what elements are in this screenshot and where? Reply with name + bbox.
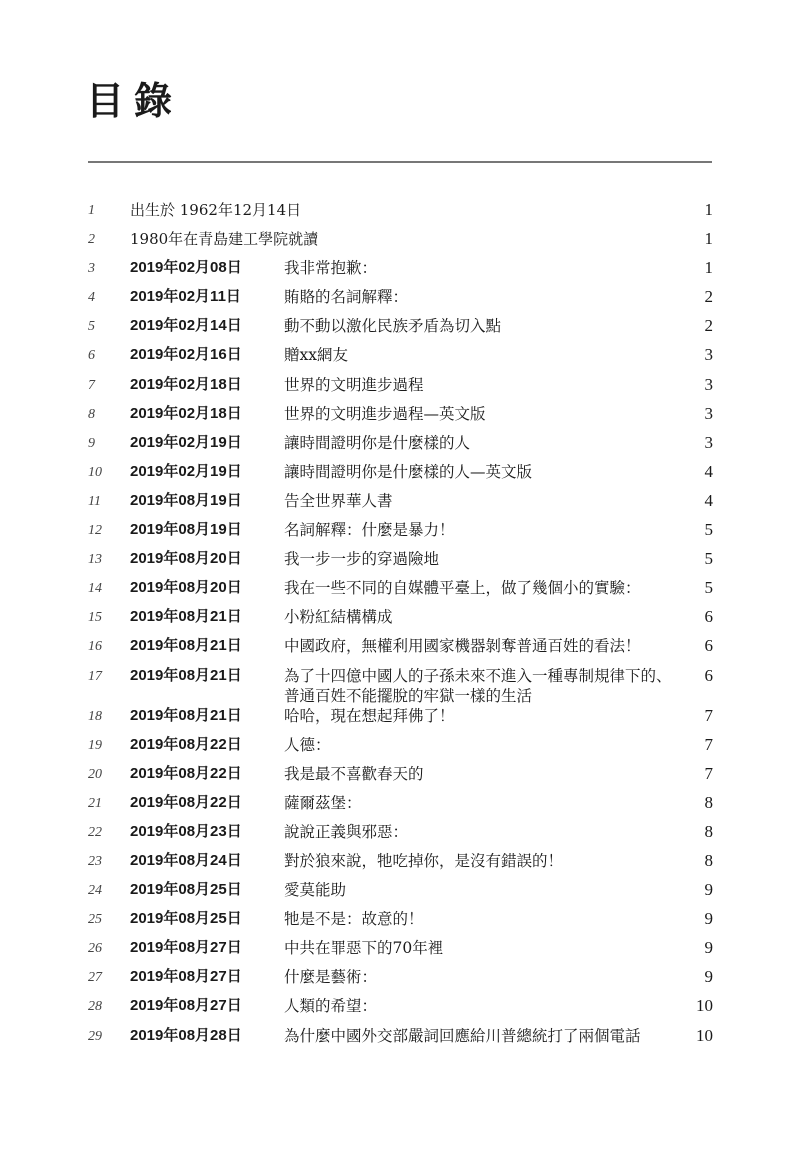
entry-page-number: 5 xyxy=(704,520,713,540)
entry-page-number: 1 xyxy=(704,258,713,278)
entry-title: 對於狼來說，牠吃掉你，是沒有錯誤的！ xyxy=(284,851,564,870)
toc-entry[interactable] xyxy=(88,520,713,549)
entry-page-number: 7 xyxy=(704,705,713,725)
entry-date: 2019年08月20日 xyxy=(130,579,242,597)
toc-entry[interactable] xyxy=(88,735,713,764)
entry-page-number: 2 xyxy=(704,316,713,336)
toc-entry[interactable] xyxy=(88,607,713,636)
entry-number: 21 xyxy=(88,795,102,811)
entry-number: 9 xyxy=(88,435,95,451)
entry-number: 11 xyxy=(88,493,101,509)
entry-page-number: 3 xyxy=(704,345,713,365)
toc-entry[interactable] xyxy=(88,404,713,433)
toc-entry[interactable] xyxy=(88,549,713,578)
entry-number: 15 xyxy=(88,610,102,626)
entry-number: 20 xyxy=(88,766,102,782)
toc-entry[interactable] xyxy=(88,578,713,607)
entry-date: 2019年08月25日 xyxy=(130,881,242,899)
entry-number: 6 xyxy=(88,348,95,364)
entry-number: 22 xyxy=(88,824,102,840)
entry-date: 2019年08月25日 xyxy=(130,910,242,928)
page-title: 目錄 xyxy=(86,78,183,123)
entry-title: 告全世界華人書 xyxy=(284,491,393,510)
entry-number: 27 xyxy=(88,970,102,986)
toc-entry[interactable] xyxy=(88,851,713,880)
entry-title: 什麼是藝術： xyxy=(284,968,378,987)
entry-number: 13 xyxy=(88,552,102,568)
toc-entry[interactable] xyxy=(88,666,713,706)
entry-title: 我一步一步的穿過險地 xyxy=(284,550,440,569)
entry-title: 薩爾茲堡： xyxy=(284,793,362,812)
toc-entry[interactable] xyxy=(88,229,713,258)
toc-entry[interactable] xyxy=(88,764,713,793)
entry-page-number: 9 xyxy=(704,909,713,929)
entry-date: 2019年02月18日 xyxy=(130,375,242,393)
entry-page-number: 4 xyxy=(704,490,713,510)
entry-page-number: 7 xyxy=(704,763,713,783)
entry-title: 說說正義與邪惡： xyxy=(284,822,409,841)
entry-title: 中國政府，無權利用國家機器剝奪普通百姓的看法！ xyxy=(284,637,641,656)
toc-entry[interactable] xyxy=(88,706,713,735)
entry-page-number: 8 xyxy=(704,850,713,870)
entry-page-number: 1 xyxy=(704,229,713,249)
entry-title: 人德： xyxy=(284,735,331,754)
toc-entry[interactable] xyxy=(88,287,713,316)
toc-entry[interactable] xyxy=(88,938,713,967)
entry-title: 賄賂的名詞解釋： xyxy=(284,288,409,307)
entry-date: 2019年08月19日 xyxy=(130,521,242,539)
toc-entry[interactable] xyxy=(88,258,713,287)
entry-number: 8 xyxy=(88,406,95,422)
toc-entry[interactable] xyxy=(88,316,713,345)
toc-entry[interactable] xyxy=(88,345,713,374)
entry-title: 世界的文明進步過程 xyxy=(284,375,424,394)
entry-title: 讓時間證明你是什麼樣的人—英文版 xyxy=(284,462,533,481)
entry-date: 2019年08月20日 xyxy=(130,550,242,568)
entry-page-number: 7 xyxy=(704,734,713,754)
entry-number: 2 xyxy=(88,232,95,248)
entry-title: 為什麼中國外交部嚴詞回應給川普總統打了兩個電話 xyxy=(284,1026,641,1045)
toc-entry[interactable] xyxy=(88,822,713,851)
entry-page-number: 5 xyxy=(704,549,713,569)
entry-date: 2019年08月21日 xyxy=(130,666,242,684)
entry-date: 2019年08月27日 xyxy=(130,997,242,1015)
entry-date: 出生於 1962年12月14日 xyxy=(130,201,302,219)
entry-date: 2019年08月22日 xyxy=(130,793,242,811)
entry-date: 2019年08月24日 xyxy=(130,851,242,869)
entry-title: 為了十四億中國人的子孫未來不進入一種專制規律下的、普通百姓不能擺脫的牢獄一樣的生活 xyxy=(284,666,672,705)
entry-title: 贈xx網友 xyxy=(284,346,348,365)
entry-number: 7 xyxy=(88,377,95,393)
entry-date: 2019年08月23日 xyxy=(130,822,242,840)
entry-date: 2019年08月28日 xyxy=(130,1026,242,1044)
toc-entry[interactable] xyxy=(88,462,713,491)
entry-page-number: 6 xyxy=(704,607,713,627)
entry-date: 2019年08月21日 xyxy=(130,608,242,626)
entry-page-number: 8 xyxy=(704,792,713,812)
entry-title: 我非常抱歉： xyxy=(284,259,378,278)
toc-entry[interactable] xyxy=(88,880,713,909)
entry-title: 讓時間證明你是什麼樣的人 xyxy=(284,433,471,452)
entry-number: 26 xyxy=(88,941,102,957)
entry-number: 23 xyxy=(88,853,102,869)
entry-number: 24 xyxy=(88,883,102,899)
entry-date: 2019年02月18日 xyxy=(130,404,242,422)
entry-number: 18 xyxy=(88,708,102,724)
entry-page-number: 8 xyxy=(704,821,713,841)
toc-entry[interactable] xyxy=(88,1026,713,1055)
entry-page-number: 1 xyxy=(704,200,713,219)
entry-page-number: 9 xyxy=(704,967,713,987)
entry-date: 2019年08月22日 xyxy=(130,735,242,753)
toc-entry[interactable] xyxy=(88,375,713,404)
entry-title: 世界的文明進步過程—英文版 xyxy=(284,404,486,423)
entry-title: 牠是不是：故意的！ xyxy=(284,910,424,929)
entry-date: 2019年02月19日 xyxy=(130,433,242,451)
toc-entry[interactable] xyxy=(88,491,713,520)
toc-entry[interactable] xyxy=(88,967,713,996)
entry-date: 2019年08月21日 xyxy=(130,706,242,724)
entry-title: 小粉紅結構構成 xyxy=(284,608,393,627)
entry-page-number: 9 xyxy=(704,938,713,958)
entry-date: 2019年08月19日 xyxy=(130,491,242,509)
entry-date: 2019年02月08日 xyxy=(130,259,242,277)
entry-page-number: 3 xyxy=(704,432,713,452)
toc-entry[interactable] xyxy=(88,636,713,665)
entry-date: 1980年在青島建工學院就讀 xyxy=(130,230,319,249)
entry-page-number: 6 xyxy=(704,636,713,656)
entry-number: 3 xyxy=(88,261,95,277)
entry-number: 19 xyxy=(88,737,102,753)
toc-entry[interactable] xyxy=(88,793,713,822)
entry-page-number: 9 xyxy=(704,880,713,900)
toc-entry[interactable] xyxy=(88,909,713,938)
entry-page-number: 10 xyxy=(696,1025,713,1045)
entry-number: 5 xyxy=(88,319,95,335)
entry-page-number: 2 xyxy=(704,287,713,307)
entry-title: 中共在罪惡下的70年裡 xyxy=(284,939,444,958)
entry-title: 我在一些不同的自媒體平臺上，做了幾個小的實驗： xyxy=(284,579,641,598)
entry-date: 2019年02月19日 xyxy=(130,462,242,480)
entry-date: 2019年02月14日 xyxy=(130,317,242,335)
toc-entry[interactable] xyxy=(88,433,713,462)
entry-number: 25 xyxy=(88,912,102,928)
entry-number: 12 xyxy=(88,523,102,539)
entry-date: 2019年08月21日 xyxy=(130,637,242,655)
title-divider xyxy=(88,161,712,163)
entry-date: 2019年08月27日 xyxy=(130,968,242,986)
table-of-contents xyxy=(88,200,713,1055)
entry-title: 名詞解釋：什麼是暴力！ xyxy=(284,521,455,540)
entry-title: 人類的希望： xyxy=(284,997,378,1016)
entry-title: 我是最不喜歡春天的 xyxy=(284,764,424,783)
entry-page-number: 10 xyxy=(696,996,713,1016)
toc-entry[interactable] xyxy=(88,996,713,1025)
entry-number: 14 xyxy=(88,581,102,597)
entry-number: 10 xyxy=(88,464,102,480)
entry-number: 16 xyxy=(88,639,102,655)
entry-page-number: 3 xyxy=(704,374,713,394)
entry-number: 17 xyxy=(88,668,102,684)
entry-number: 28 xyxy=(88,999,102,1015)
entry-page-number: 4 xyxy=(704,461,713,481)
toc-entry[interactable] xyxy=(88,200,713,229)
entry-title: 動不動以激化民族矛盾為切入點 xyxy=(284,317,502,336)
entry-date: 2019年02月16日 xyxy=(130,346,242,364)
entry-number: 4 xyxy=(88,290,95,306)
entry-page-number: 3 xyxy=(704,403,713,423)
entry-number: 29 xyxy=(88,1028,102,1044)
entry-page-number: 5 xyxy=(704,578,713,598)
entry-title: 愛莫能助 xyxy=(284,881,347,900)
entry-number: 1 xyxy=(88,203,95,218)
entry-title: 哈哈，現在想起拜佛了！ xyxy=(284,706,455,725)
entry-date: 2019年08月27日 xyxy=(130,939,242,957)
entry-date: 2019年02月11日 xyxy=(130,288,241,306)
entry-date: 2019年08月22日 xyxy=(130,764,242,782)
entry-page-number: 6 xyxy=(704,665,713,685)
